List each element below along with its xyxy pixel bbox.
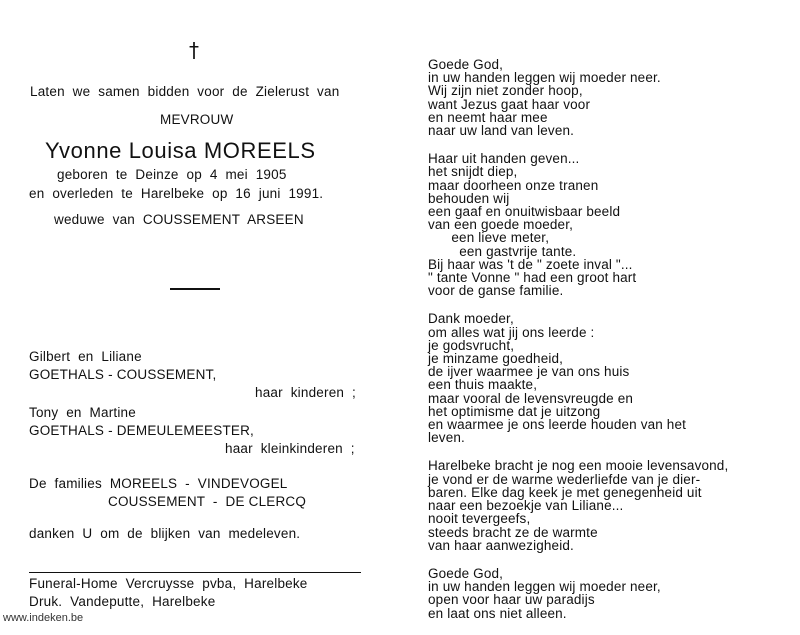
poem-line: een thuis maakte, — [428, 377, 538, 393]
poem-line: in uw handen leggen wij moeder neer, — [428, 579, 661, 595]
intro-text: Laten we samen bidden voor de Zielerust van — [30, 84, 340, 99]
widow-text: weduwe van COUSSEMENT ARSEEN — [54, 212, 304, 227]
poem-line: behouden wij — [428, 190, 510, 206]
families-line-2: COUSSEMENT - DE CLERCQ — [108, 494, 307, 509]
families-line-1: De families MOREELS - VINDEVOGEL — [29, 476, 288, 491]
children-names: Gilbert en Liliane — [29, 349, 142, 364]
poem-line: naar een bezoekje van Liliane... — [428, 498, 624, 514]
poem-stanza — [428, 58, 788, 137]
deceased-name: Yvonne Louisa MOREELS — [45, 138, 316, 163]
poem-line: je minzame goedheid, — [428, 351, 564, 367]
poem-line: je godsvrucht, — [428, 337, 515, 353]
grandchildren-family: GOETHALS - DEMEULEMEESTER, — [29, 423, 254, 438]
grandchildren-role: haar kleinkinderen ; — [225, 441, 355, 456]
poem-line: Dank moeder, — [428, 311, 514, 327]
poem-line: voor de ganse familie. — [428, 283, 564, 299]
poem-line: want Jezus gaat haar voor — [428, 96, 591, 112]
birth-text: geboren te Deinze op 4 mei 1905 — [57, 167, 287, 182]
children-role: haar kinderen ; — [255, 385, 356, 400]
poem-line: Goede God, — [428, 57, 504, 72]
printer-text: Druk. Vandeputte, Harelbeke — [29, 594, 216, 609]
poem-line: in uw handen leggen wij moeder neer. — [428, 70, 661, 86]
poem-line: een gastvrije tante. — [428, 243, 577, 259]
poem-line: Bij haar was 't de " zoete inval "... — [428, 256, 633, 272]
poem-line: en laat ons niet alleen. — [428, 605, 567, 621]
grandchildren-names: Tony en Martine — [29, 405, 136, 420]
poem-stanza — [428, 567, 788, 620]
divider-footer — [29, 572, 361, 573]
poem-line: om alles wat jij ons leerde : — [428, 324, 595, 340]
poem-line: en neemt haar mee — [428, 109, 548, 125]
poem-line: Harelbeke bracht je nog een mooie levensavond, — [428, 458, 729, 474]
poem-line: nooit tevergeefs, — [428, 511, 531, 527]
poem-line: baren. Elke dag keek je met genegenheid uit — [428, 484, 702, 500]
poem-line: maar vooral de levensvreugde en — [428, 390, 634, 406]
poem-line: Goede God, — [428, 565, 504, 581]
poem-line: naar uw land van leven. — [428, 123, 575, 139]
children-family: GOETHALS - COUSSEMENT, — [29, 367, 217, 382]
cross-icon: † — [189, 38, 199, 62]
funeral-home-text: Funeral-Home Vercruysse pvba, Harelbeke — [29, 576, 308, 591]
poem-line: een gaaf en onuitwisbaar beeld — [428, 204, 621, 220]
poem-stanza — [428, 152, 788, 297]
poem-stanza — [428, 459, 788, 551]
poem-line: Wij zijn niet zonder hoop, — [428, 83, 583, 99]
poem-line: je vond er de warme wederliefde van je dier- — [428, 471, 701, 487]
poem-line: een lieve meter, — [428, 230, 550, 246]
thanks-text: danken U om de blijken van medeleven. — [29, 526, 301, 541]
poem-line: en waarmee je ons leerde houden van het — [428, 417, 687, 433]
poem-line: van een goede moeder, — [428, 217, 574, 233]
title-text: MEVROUW — [160, 112, 234, 127]
poem-line: " tante Vonne " had een groot hart — [428, 270, 637, 286]
poem-line: maar doorheen onze tranen — [428, 177, 599, 193]
poem-line: het snijdt diep, — [428, 164, 518, 180]
poem-line: Haar uit handen geven... — [428, 151, 580, 167]
poem-line: open voor haar uw paradijs — [428, 592, 595, 608]
poem-line: steeds bracht ze de warmte — [428, 524, 598, 540]
divider-short — [170, 288, 220, 290]
poem-line: van haar aanwezigheid. — [428, 537, 574, 553]
watermark-text: www.indeken.be — [3, 612, 84, 624]
poem — [428, 58, 788, 635]
poem-stanza — [428, 312, 788, 444]
poem-line: leven. — [428, 430, 465, 446]
death-text: en overleden te Harelbeke op 16 juni 1991. — [29, 186, 324, 201]
poem-line: het optimisme dat je uitzong — [428, 403, 601, 419]
poem-line: de ijver waarmee je van ons huis — [428, 364, 630, 380]
